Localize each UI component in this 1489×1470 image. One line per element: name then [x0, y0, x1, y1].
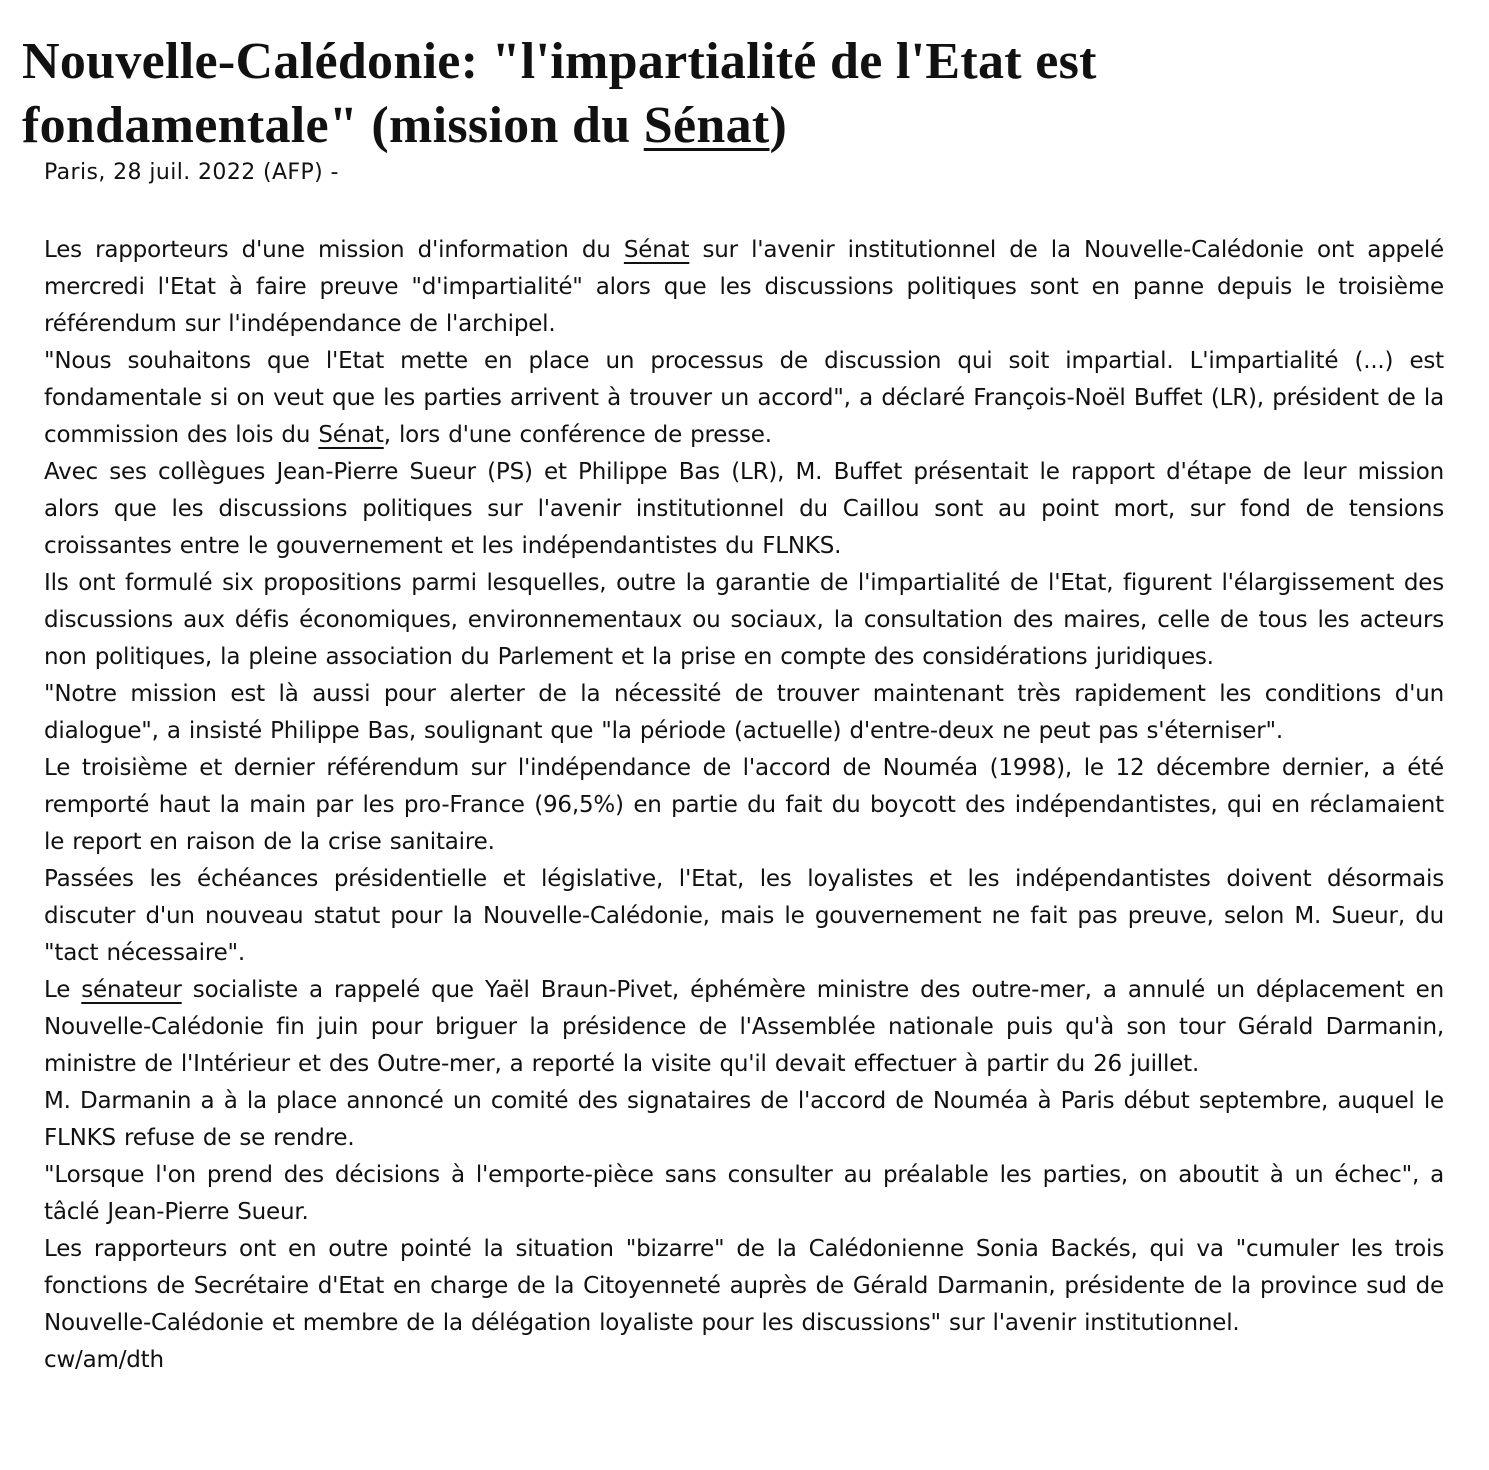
paragraph-6: Le troisième et dernier référendum sur l'indépendance de l'accord de Nouméa (1998), le 12 décembre dernier, a été remporté haut la main par les pro-France (96,5%) en partie du fait du boycott des indépendantistes, qui en réclamaient le report en raison de la crise sanitaire.	[44, 755, 1444, 855]
paragraph-2-end: , lors d'une conférence de presse.	[383, 422, 772, 448]
paragraph-3: Avec ses collègues Jean-Pierre Sueur (PS) et Philippe Bas (LR), M. Buffet présentait le rapport d'étape de leur mission alors que les discussions politiques sur l'avenir institutionnel du Caillou sont au point mort, sur fond de tensions croissantes entre le gouvernement et les indépendantistes du FLNKS.	[44, 459, 1444, 559]
senat-underlined: Sénat	[318, 422, 384, 448]
paragraph-4: Ils ont formulé six propositions parmi lesquelles, outre la garantie de l'impartialité de l'Etat, figurent l'élargissement des discussions aux défis économiques, environnementaux ou sociaux, la consultation des maires, celle de tous les acteurs non politiques, la pleine association du Parlement et la prise en compte des considérations juridiques.	[44, 570, 1444, 670]
paragraph-8-end: socialiste a rappelé que Yaël Braun-Pivet, éphémère ministre des outre-mer, a annulé un déplacement en Nouvelle-Calédonie fin juin pour briguer la présidence de l'Assemblée nationale puis qu'à son tour Gérald Darmanin, ministre de l'Intérieur et des Outre-mer, a reporté la visite qu'il devait effectuer à partir du 26 juillet.	[44, 977, 1444, 1077]
article-body	[44, 232, 1444, 1379]
senateur-underlined: sénateur	[81, 977, 182, 1003]
paragraph-1-start: Les rapporteurs d'une mission d'information du	[44, 237, 624, 263]
paragraph-11: Les rapporteurs ont en outre pointé la situation "bizarre" de la Calédonienne Sonia Backés, qui va "cumuler les trois fonctions de Secrétaire d'Etat en charge de la Citoyenneté auprès de Gérald Darmanin, présidente de la province sud de Nouvelle-Calédonie et membre de la délégation loyaliste pour les discussions" sur l'avenir institutionnel.	[44, 1236, 1444, 1336]
dateline: Paris, 28 juil. 2022 (AFP) -	[44, 160, 339, 185]
paragraph-1	[44, 232, 1444, 343]
headline	[22, 30, 1322, 158]
paragraph-8-start: Le	[44, 977, 82, 1003]
paragraph-8	[44, 972, 1444, 1083]
paragraph-2-start: "Nous souhaitons que l'Etat mette en place un processus de discussion qui soit impartial. L'impartialité (...) est fondamentale si on veut que les parties arrivent à trouver un accord", a déclaré François-Noël Buffet (LR), président de la commission des lois du	[44, 348, 1444, 448]
headline-closing: )	[769, 97, 788, 154]
paragraph-7: Passées les échéances présidentielle et législative, l'Etat, les loyalistes et les indépendantistes doivent désormais discuter d'un nouveau statut pour la Nouvelle-Calédonie, mais le gouvernement ne fait pas preuve, selon M. Sueur, du "tact nécessaire".	[44, 866, 1444, 966]
headline-senat-underlined: Sénat	[643, 97, 770, 154]
paragraph-2	[44, 343, 1444, 454]
paragraph-5: "Notre mission est là aussi pour alerter de la nécessité de trouver maintenant très rapidement les conditions d'un dialogue", a insisté Philippe Bas, soulignant que "la période (actuelle) d'entre-deux ne peut pas s'éterniser".	[44, 681, 1444, 744]
paragraph-10: "Lorsque l'on prend des décisions à l'emporte-pièce sans consulter au préalable les parties, on aboutit à un échec", a tâclé Jean-Pierre Sueur.	[44, 1162, 1444, 1225]
paragraph-1-end: sur l'avenir institutionnel de la Nouvelle-Calédonie ont appelé mercredi l'Etat à faire preuve "d'impartialité" alors que les discussions politiques sont en panne depuis le troisième référendum sur l'indépendance de l'archipel.	[44, 237, 1444, 337]
senat-underlined: Sénat	[623, 237, 690, 263]
paragraph-9: M. Darmanin a à la place annoncé un comité des signataires de l'accord de Nouméa à Paris début septembre, auquel le FLNKS refuse de se rendre.	[44, 1088, 1444, 1151]
signoff: cw/am/dth	[44, 1347, 164, 1373]
headline-text: Nouvelle-Calédonie: "l'impartialité de l'Etat est fondamentale" (mission du	[22, 33, 1097, 154]
